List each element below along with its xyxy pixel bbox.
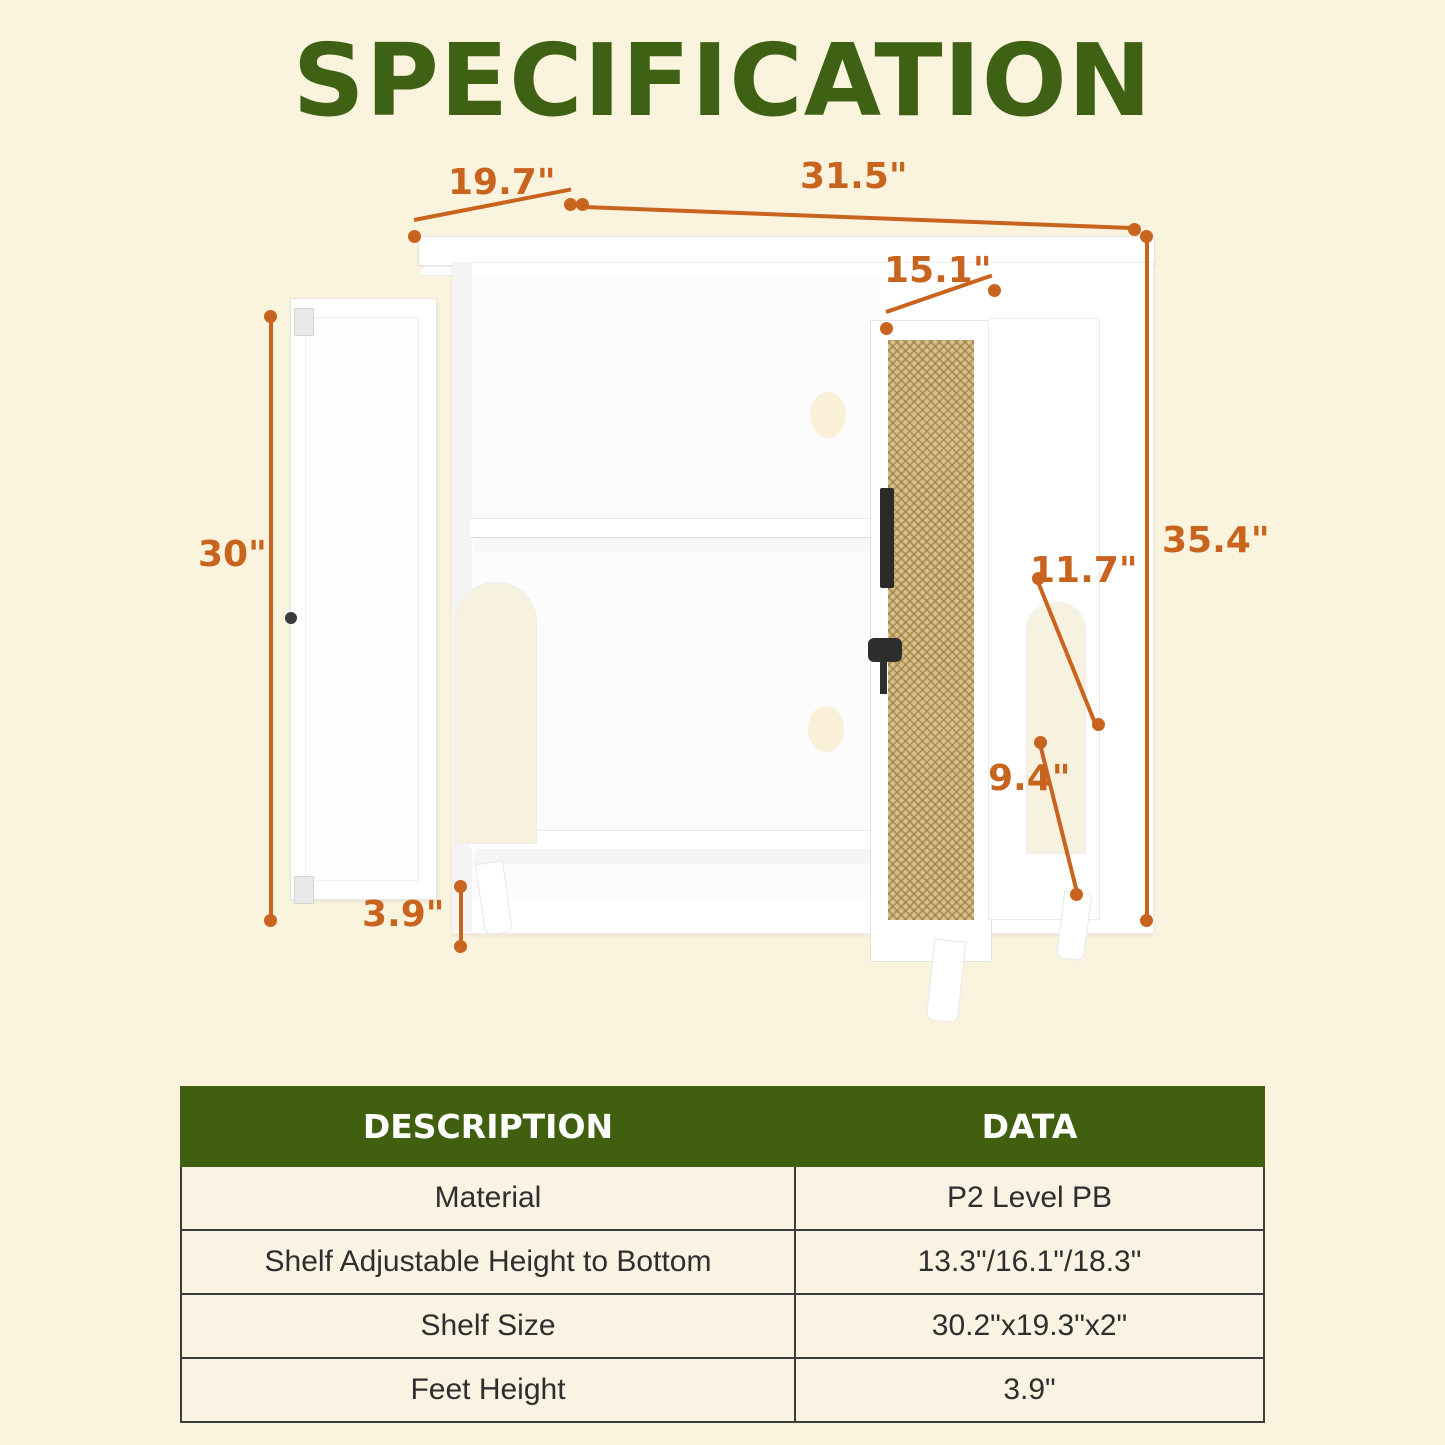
rattan-weave-panel [888,340,974,920]
dim-label-door-width: 15.1" [884,250,992,291]
cell-description: Shelf Size [181,1294,795,1358]
interior-highlight [808,706,844,752]
page-title: SPECIFICATION [292,22,1153,139]
cell-description: Material [181,1166,795,1230]
left-door-panel [305,317,419,881]
cell-data: 3.9" [795,1358,1264,1422]
dim-line-width [584,205,1132,230]
dim-label-door-height: 30" [198,534,267,575]
cell-description: Feet Height [181,1358,795,1422]
dim-label-arch-width: 11.7" [1030,550,1138,591]
table-row [181,1230,1264,1294]
column-header-data: DATA [795,1087,1264,1166]
dim-label-depth-top: 19.7" [448,162,556,203]
dim-dot [880,322,893,335]
dim-line-feet-height [459,884,463,942]
interior-highlight [810,392,846,438]
specification-table [180,1086,1265,1423]
table-header-row [181,1087,1264,1166]
door-lock-stem [880,658,887,694]
cat-entry-arch-front [455,582,537,844]
cell-data: P2 Level PB [795,1166,1264,1230]
dim-label-overall-height: 35.4" [1162,520,1270,561]
dim-label-feet-height: 3.9" [362,894,445,935]
column-header-description: DESCRIPTION [181,1087,795,1166]
door-handle [880,488,894,588]
cell-data: 30.2"x19.3"x2" [795,1294,1264,1358]
left-door-knob [285,612,297,624]
dim-dot [408,230,421,243]
left-door-open [290,298,437,900]
table-row [181,1358,1264,1422]
door-hinge-top-icon [294,308,314,336]
dim-label-width-top: 31.5" [800,156,908,197]
dim-label-arch-height: 9.4" [988,758,1071,799]
table-row [181,1166,1264,1230]
dim-line-door-height [269,316,273,918]
cell-description: Shelf Adjustable Height to Bottom [181,1230,795,1294]
cell-data: 13.3"/16.1"/18.3" [795,1230,1264,1294]
table-row [181,1294,1264,1358]
product-diagram [0,150,1445,1050]
door-hinge-bottom-icon [294,876,314,904]
adjustable-shelf [470,518,880,538]
dim-line-overall-height [1145,236,1149,918]
